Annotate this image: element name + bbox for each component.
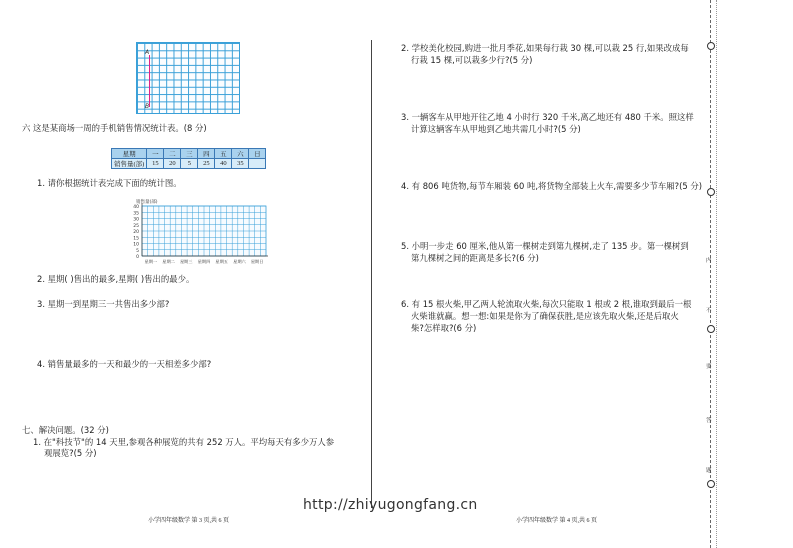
point-a-label: A: [145, 49, 150, 56]
chart-y-tick-label: 20: [133, 230, 139, 235]
question-7-1-line1: 1. 在"科技节"的 14 天里,参观各种展览的共有 252 万人。平均每天有多少万人参: [33, 437, 335, 447]
chart-y-tick-label: 30: [133, 217, 139, 223]
binding-char: 答: [706, 418, 712, 424]
question-6-4: 4. 销售量最多的一天和最少的一天相差多少部?: [37, 359, 212, 369]
segment-ab: [149, 55, 150, 107]
table-header-cell: 四: [198, 149, 215, 159]
question-6-3: 3. 星期一到星期三一共售出多少部?: [37, 299, 170, 309]
chart-y-tick-label: 35: [133, 211, 139, 217]
question-6-2: 2. 星期( )售出的最多,星期( )售出的最少。: [37, 274, 195, 284]
binding-hole: [707, 42, 715, 50]
table-cell: [249, 159, 266, 169]
right-footer: 小学四年级数学 第 4 页,共 6 页: [516, 518, 598, 524]
binding-char: 要: [706, 364, 712, 370]
table-cell: 40: [215, 159, 232, 169]
table-header-cell: 六: [232, 149, 249, 159]
table-header-cell: 一: [147, 149, 164, 159]
chart-x-tick-label: 星期二: [162, 259, 175, 264]
table-header-cell: 二: [164, 149, 181, 159]
table-header-cell: 日: [249, 149, 266, 159]
binding-hole: [707, 480, 715, 488]
binding-char: 不: [706, 308, 712, 314]
table-cell: 25: [198, 159, 215, 169]
question-3-line1: 3. 一辆客车从甲地开往乙地 4 小时行 320 千米,离乙地还有 480 千米。照这样: [401, 112, 694, 122]
coordinate-grid: [136, 42, 240, 114]
chart-x-tick-label: 星期三: [179, 259, 193, 264]
table-cell: 35: [232, 159, 249, 169]
chart-y-tick-label: 5: [136, 248, 139, 254]
section7-title: 七、解决问题。(32 分): [22, 425, 109, 435]
chart-x-tick-label: 星期一: [144, 259, 158, 264]
question-4-line1: 4. 有 806 吨货物,每节车厢装 60 吨,将货物全部装上火车,需要多少节车厢?(5 分): [401, 181, 703, 191]
section6-title: 六 这是某商场一周的手机销售情况统计表。(8 分): [22, 123, 207, 133]
chart-y-tick-label: 10: [133, 242, 139, 248]
chart-y-tick-label: 0: [136, 255, 139, 260]
sales-chart-svg: [122, 198, 270, 264]
sales-chart: [122, 198, 270, 264]
table-cell: 销售量(部): [112, 159, 147, 169]
question-5-line1: 5. 小明一步走 60 厘米,他从第一棵树走到第九棵树,走了 135 步。第一棵树到: [401, 241, 689, 251]
question-6-1: 1. 请你根据统计表完成下面的统计图。: [37, 178, 182, 188]
page-divider: [371, 40, 372, 508]
question-6-line3: 柴?怎样取?(6 分): [411, 323, 477, 333]
table-header-cell: 五: [215, 149, 232, 159]
binding-hole: [707, 188, 715, 196]
binding-char: 题: [706, 468, 712, 474]
sales-table: [111, 148, 266, 169]
table-header-cell: 星期: [112, 149, 147, 159]
binding-hole: [707, 325, 715, 333]
question-6-line2: 火柴谁就赢。想一想:如果是你为了确保获胜,是应该先取火柴,还是后取火: [411, 311, 679, 321]
binding-char: 内: [706, 258, 712, 264]
table-header-cell: 三: [181, 149, 198, 159]
point-b-label: B: [145, 103, 150, 110]
table-cell: 5: [181, 159, 198, 169]
chart-x-tick-label: 星期五: [215, 259, 229, 264]
chart-x-tick-label: 星期六: [233, 259, 246, 264]
question-6-line1: 6. 有 15 根火柴,甲乙两人轮流取火柴,每次只能取 1 根或 2 根,谁取到最后一根: [401, 299, 692, 309]
chart-y-tick-label: 15: [133, 236, 139, 242]
chart-y-tick-label: 40: [133, 205, 139, 210]
question-2-line1: 2. 学校美化校园,购进一批月季花,如果每行栽 30 棵,可以栽 25 行,如果改成每: [401, 43, 689, 53]
chart-y-axis-label: 销售量(部): [136, 200, 158, 205]
table-cell: 15: [147, 159, 164, 169]
chart-x-tick-label: 星期四: [197, 259, 211, 264]
left-footer: 小学四年级数学 第 3 页,共 6 页: [148, 518, 230, 524]
chart-x-tick-label: 星期日: [250, 259, 264, 264]
binding-line-outer: [716, 0, 717, 548]
watermark-url: http://zhiyugongfang.cn: [303, 497, 478, 513]
question-5-line2: 第九棵树之间的距离是多长?(6 分): [411, 253, 539, 263]
question-3-line2: 计算这辆客车从甲地到乙地共需几小时?(5 分): [411, 124, 581, 134]
chart-y-tick-label: 25: [133, 223, 139, 229]
question-2-line2: 行栽 15 棵,可以栽多少行?(5 分): [411, 55, 533, 65]
question-7-1-line2: 观展览?(5 分): [44, 448, 97, 458]
table-cell: 20: [164, 159, 181, 169]
